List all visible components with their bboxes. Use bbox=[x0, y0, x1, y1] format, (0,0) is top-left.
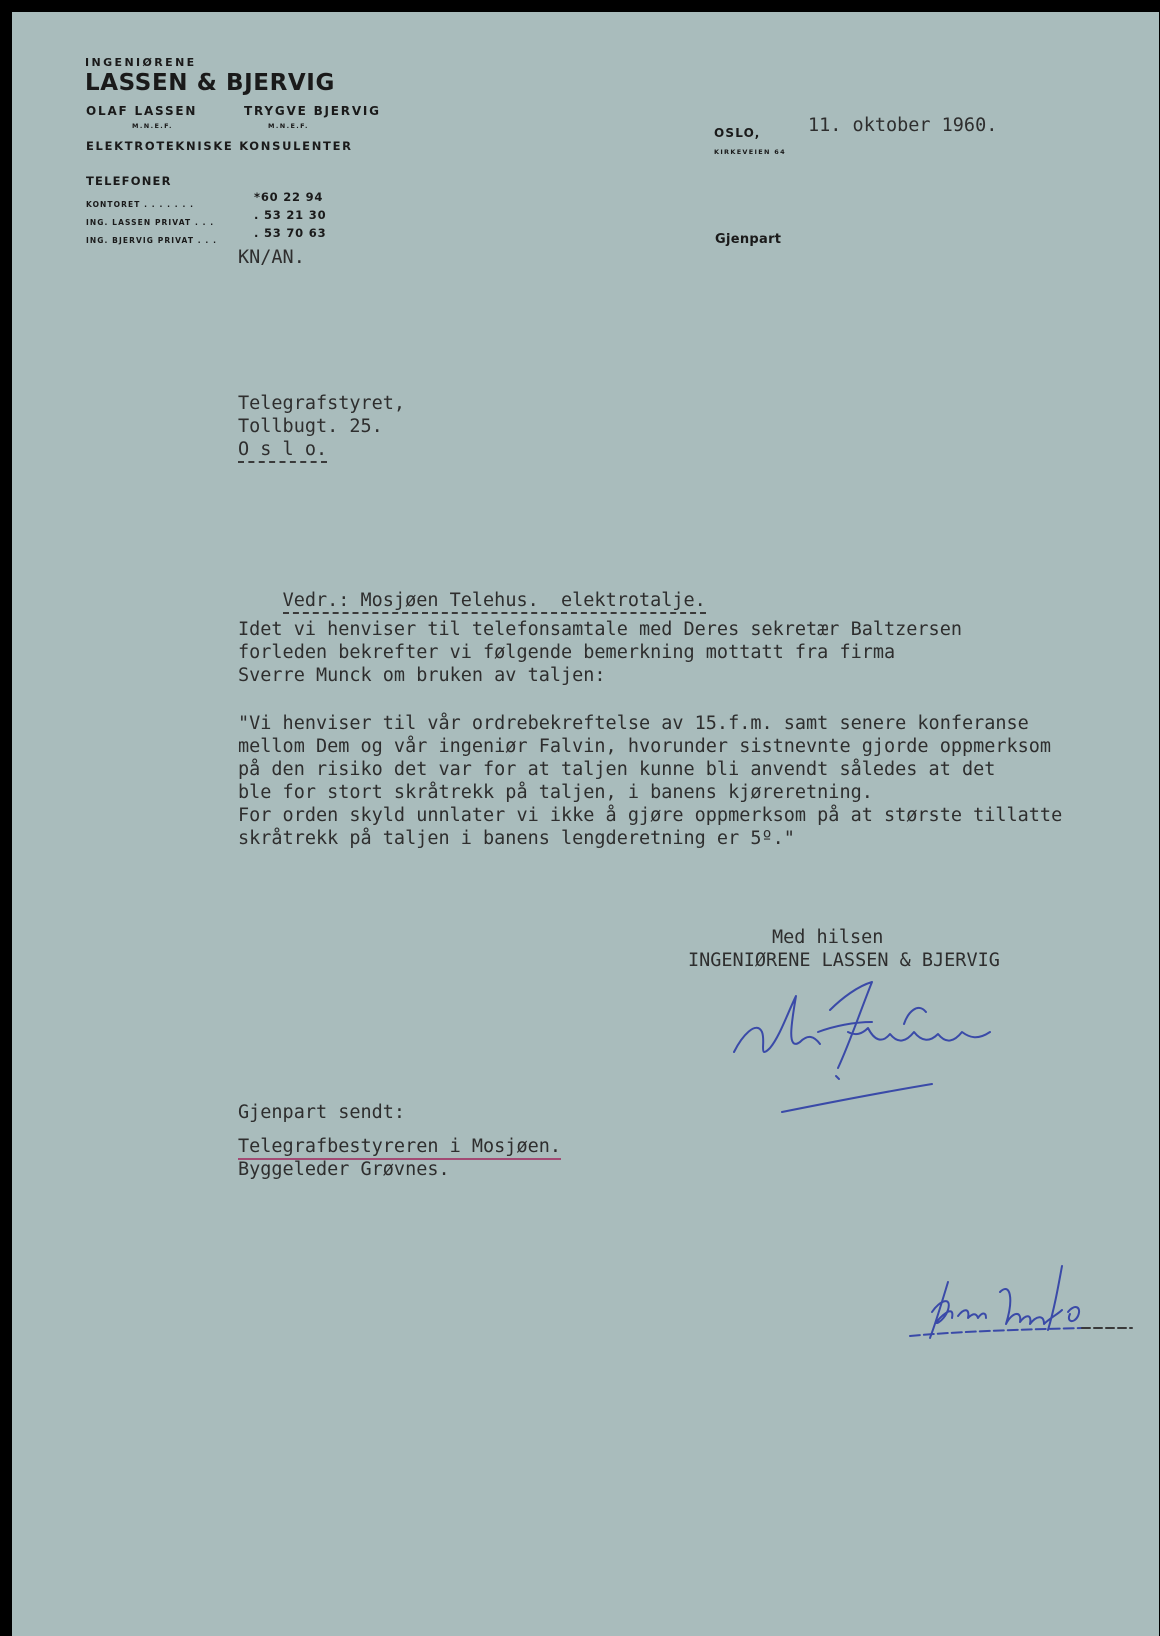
copies-heading: Gjenpart sendt: bbox=[238, 1102, 406, 1123]
partner1-name: OLAF LASSEN bbox=[86, 104, 198, 118]
phones-heading: TELEFONER bbox=[86, 174, 172, 188]
signature-olaf-lassen bbox=[722, 972, 1022, 1122]
handwritten-initials-mark bbox=[912, 1252, 1152, 1372]
phone-row-lassen bbox=[86, 210, 336, 226]
letter-page bbox=[12, 12, 1159, 1636]
copy-mark: Gjenpart bbox=[715, 232, 782, 247]
quote-line-6: skråtrekk på taljen i banens lengderetning er 5º." bbox=[238, 828, 795, 849]
partner1-title: M.N.E.F. bbox=[132, 122, 173, 130]
quote-line-1: "Vi henviser til vår ordrebekreftelse av 15.f.m. samt senere konferanse bbox=[238, 713, 1029, 734]
subject-line: Vedr.: Mosjøen Telehus. elektrotalje. bbox=[283, 590, 706, 614]
firm-name: LASSEN & BJERVIG bbox=[85, 70, 335, 96]
intro-line-2: forleden bekrefter vi følgende bemerkning mottatt fra firma bbox=[238, 642, 896, 663]
phone-number: . 53 70 63 bbox=[254, 226, 327, 240]
letterhead-street: KIRKEVEIEN 64 bbox=[714, 148, 786, 156]
letter-date: 11. oktober 1960. bbox=[808, 115, 998, 136]
phone-row-office bbox=[86, 192, 336, 208]
quote-line-4: ble for stort skråtrekk på taljen, i banens kjøreretning. bbox=[238, 782, 873, 803]
recipient-city-wrap bbox=[238, 438, 327, 462]
partner2-name: TRYGVE BJERVIG bbox=[244, 104, 381, 118]
intro-line-1: Idet vi henviser til telefonsamtale med Deres sekretær Baltzersen bbox=[238, 619, 962, 640]
quote-line-5: For orden skyld unnlater vi ikke å gjøre oppmerksom på at største tillatte bbox=[238, 805, 1063, 826]
phone-number: . 53 21 30 bbox=[254, 208, 327, 222]
quote-line-2: mellom Dem og vår ingeniør Falvin, hvorunder sistnevnte gjorde oppmerksom bbox=[238, 736, 1052, 757]
phone-row-bjervig bbox=[86, 228, 336, 244]
copy-recipient-1: Telegrafbestyreren i Mosjøen. bbox=[238, 1136, 561, 1160]
phone-label: KONTORET . . . . . . . bbox=[86, 200, 195, 209]
department: ELEKTROTEKNISKE KONSULENTER bbox=[86, 139, 353, 153]
closing: Med hilsen bbox=[772, 927, 884, 948]
phone-label: ING. BJERVIG PRIVAT . . . bbox=[86, 236, 218, 245]
recipient-line-1: Telegrafstyret, bbox=[238, 393, 406, 414]
letterhead-prefix: INGENIØRENE bbox=[85, 56, 197, 69]
reference-initials: KN/AN. bbox=[238, 247, 305, 268]
recipient-line-3: O s l o. bbox=[238, 439, 327, 463]
copy-recipient-1-wrap bbox=[238, 1135, 561, 1159]
partner2-title: M.N.E.F. bbox=[268, 122, 309, 130]
intro-line-3: Sverre Munck om bruken av taljen: bbox=[238, 665, 606, 686]
copy-recipient-2: Byggeleder Grøvnes. bbox=[238, 1159, 450, 1180]
phone-number: *60 22 94 bbox=[254, 190, 324, 204]
closing-firm: INGENIØRENE LASSEN & BJERVIG bbox=[688, 950, 1000, 971]
quote-line-3: på den risiko det var for at taljen kunne bli anvendt således at det bbox=[238, 759, 996, 780]
recipient-line-2: Tollbugt. 25. bbox=[238, 416, 383, 437]
phone-label: ING. LASSEN PRIVAT . . . bbox=[86, 218, 215, 227]
letterhead-city: OSLO, bbox=[714, 126, 761, 140]
